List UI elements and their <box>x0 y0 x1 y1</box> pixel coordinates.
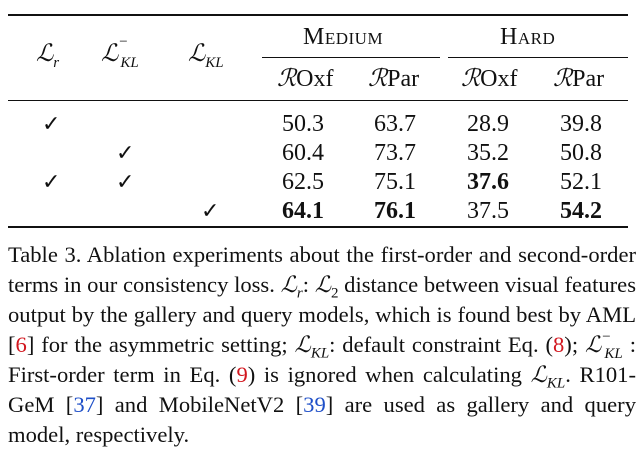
ref-gem[interactable]: 37 <box>73 392 96 417</box>
row2-medium-oxf: 60.4 <box>282 140 324 166</box>
row2-hard-oxf: 35.2 <box>467 140 509 166</box>
row4-medium-par: 76.1 <box>374 198 416 224</box>
header-lr: ℒ$_r$ <box>36 41 60 71</box>
row3-medium-oxf: 62.5 <box>282 169 324 195</box>
metric-header-medium-par: ℛPar <box>368 66 420 92</box>
row2-check-lkl-minus: ✓ <box>116 141 135 166</box>
row3-hard-par: 52.1 <box>560 169 602 195</box>
row1-hard-par: 39.8 <box>560 111 602 137</box>
header-lkl-minus: ℒ−$_{KL}$ <box>101 34 139 71</box>
row1-medium-oxf: 50.3 <box>282 111 324 137</box>
row1-check-lr: ✓ <box>42 112 61 137</box>
metric-header-medium-oxf: ℛOxf <box>277 66 334 92</box>
group-header-medium: Medium <box>303 24 384 50</box>
medium-underline <box>262 57 440 58</box>
row2-hard-par: 50.8 <box>560 140 602 166</box>
row1-medium-par: 63.7 <box>374 111 416 137</box>
row3-check-lr: ✓ <box>42 170 61 195</box>
table-top-rule <box>8 14 628 16</box>
row4-hard-par: 54.2 <box>560 198 602 224</box>
hard-underline <box>448 57 628 58</box>
row4-medium-oxf: 64.1 <box>282 198 324 224</box>
ref-aml[interactable]: 6 <box>15 332 27 357</box>
row2-medium-par: 73.7 <box>374 140 416 166</box>
metric-header-hard-par: ℛPar <box>553 66 605 92</box>
header-bottom-rule <box>8 100 628 101</box>
table-bottom-rule <box>8 226 628 228</box>
ref-eq-8[interactable]: 8 <box>553 332 565 357</box>
table-caption: Table 3. Ablation experiments about the first-order and second-order terms in our consistency loss. ℒ$_r$: ℒ$_2$ distance between visual features output by the gallery and query models, which is found best by AML [6] for the asymmetric setting; ℒ$_{KL}$: default constraint Eq. (8); ℒ−$_{KL}$ : First-order term in Eq. (9) is ignored when calculating ℒ$_{KL}$. R101-GeM [37] and MobileNetV2 [39] are used as gallery and query model, respectively. <box>8 242 637 447</box>
ref-mobilenet[interactable]: 39 <box>303 392 326 417</box>
metric-header-hard-oxf: ℛOxf <box>461 66 518 92</box>
row3-hard-oxf: 37.6 <box>467 169 509 195</box>
row4-hard-oxf: 37.5 <box>467 198 509 224</box>
row3-check-lkl-minus: ✓ <box>116 170 135 195</box>
row3-medium-par: 75.1 <box>374 169 416 195</box>
header-lkl: ℒ$_{KL}$ <box>188 41 224 71</box>
ref-eq-9[interactable]: 9 <box>236 362 248 387</box>
row4-check-lkl: ✓ <box>201 199 220 224</box>
group-header-hard: Hard <box>500 24 556 50</box>
row1-hard-oxf: 28.9 <box>467 111 509 137</box>
